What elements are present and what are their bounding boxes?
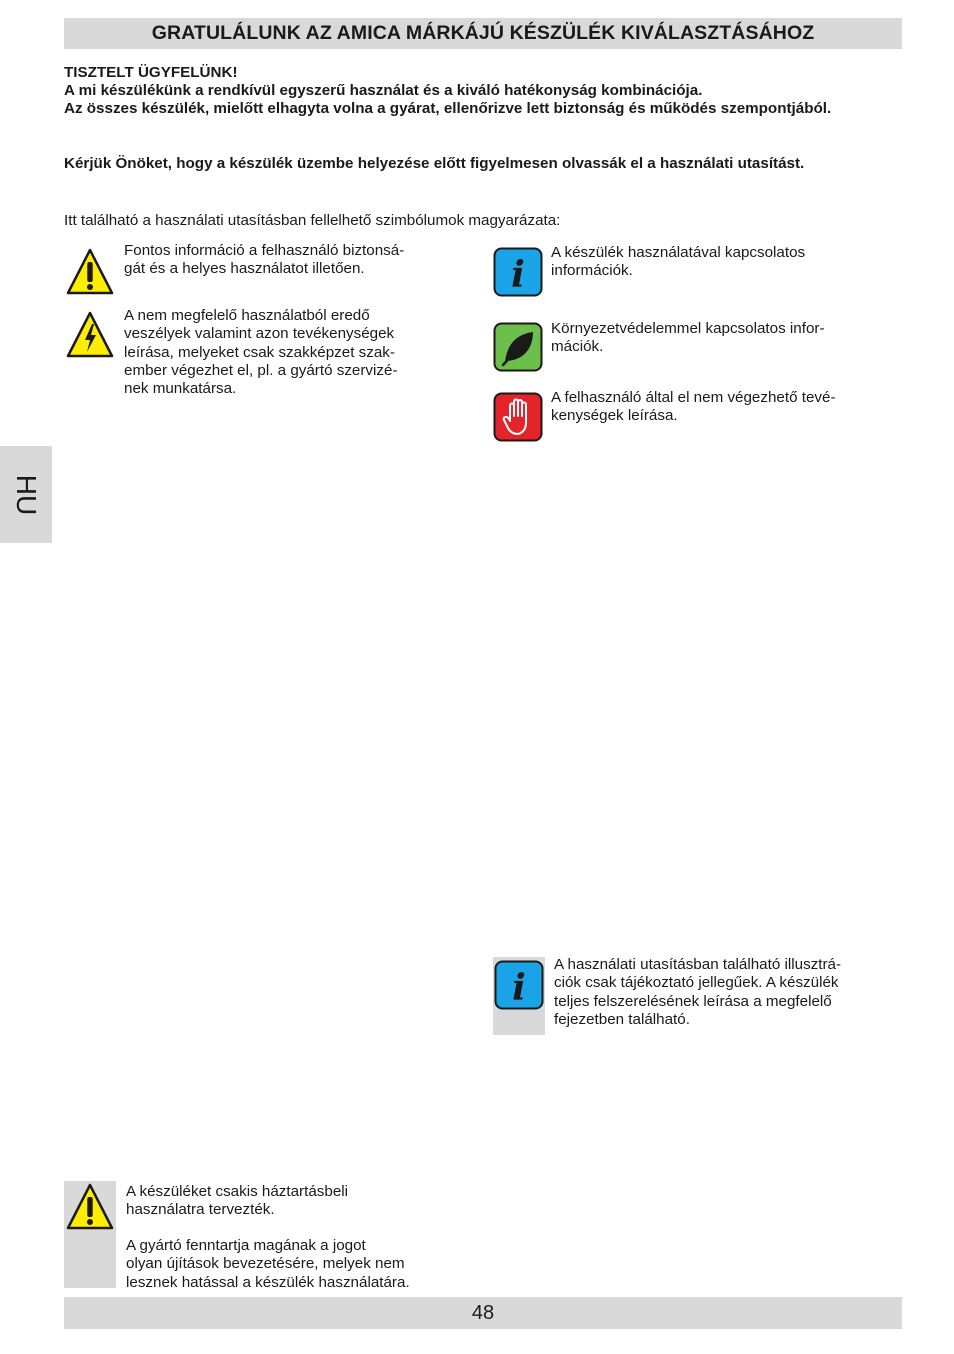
legend-item-text: A nem megfelelő használatból eredő veszélyek valamint azon tevékenységek leírása, melyeket csak szakképzet szak- ember végezhet el, pl. a gyártó szervizé- nek munkatársa. (124, 307, 398, 398)
intro-line-1: A mi készülékünk a rendkívül egyszerű használat és a kiváló hatékonyság kombinációja. (64, 82, 703, 99)
legend-item-text: Környezetvédelemmel kapcsolatos infor- mációk. (551, 320, 825, 356)
intro-line-2: Az összes készülék, mielőtt elhagyta volna a gyárat, ellenőrizve lett biztonság és működés szempontjából. (64, 100, 832, 117)
warning-icon (65, 1182, 115, 1232)
household-note-text: A készüléket csakis háztartásbeli használatra tervezték. (126, 1183, 349, 1219)
language-tab-label: HU (10, 474, 42, 515)
legend-intro: Itt található a használati utasításban fellelhető szimbólumok magyarázata: (64, 212, 561, 229)
page-title: GRATULÁLUNK AZ AMICA MÁRKÁJÚ KÉSZÜLÉK KIVÁLASZTÁSÁHOZ (151, 22, 815, 44)
illustration-note-text: A használati utasításban található illusztrá- ciók csak tájékoztató jellegűek. A készülék teljes felszerelésének leírása a megfelelő fejezetben található. (554, 956, 842, 1028)
electric-hazard-icon (65, 310, 115, 360)
footer-bar (64, 1297, 902, 1329)
legend-item-text: A készülék használatával kapcsolatos információk. (551, 244, 806, 280)
manufacturer-rights-text: A gyártó fenntartja magának a jogot olyan újítások bevezetésére, melyek nem lesznek hatással a készülék használatára. (126, 1237, 410, 1291)
header-bar (64, 18, 902, 49)
info-icon (493, 247, 543, 297)
hand-stop-icon (493, 392, 543, 442)
legend-item-text: A felhasználó által el nem végezhető tevé- kenységek leírása. (551, 389, 836, 425)
svg-text:i: i (511, 254, 525, 296)
greeting: TISZTELT ÜGYFELÜNK! (64, 64, 238, 81)
language-tab (0, 446, 52, 543)
intro-block (64, 64, 884, 118)
leaf-icon (493, 322, 543, 372)
request-text: Kérjük Önöket, hogy a készülék üzembe helyezése előtt figyelmesen olvassák el a használati utasítást. (64, 155, 805, 172)
page-number: 48 (471, 1301, 495, 1324)
warning-icon (65, 247, 115, 297)
legend-item-text: Fontos információ a felhasználó biztonsá- gát és a helyes használatot illetően. (124, 242, 405, 278)
info-icon (494, 960, 544, 1010)
svg-text:i: i (512, 967, 526, 1009)
